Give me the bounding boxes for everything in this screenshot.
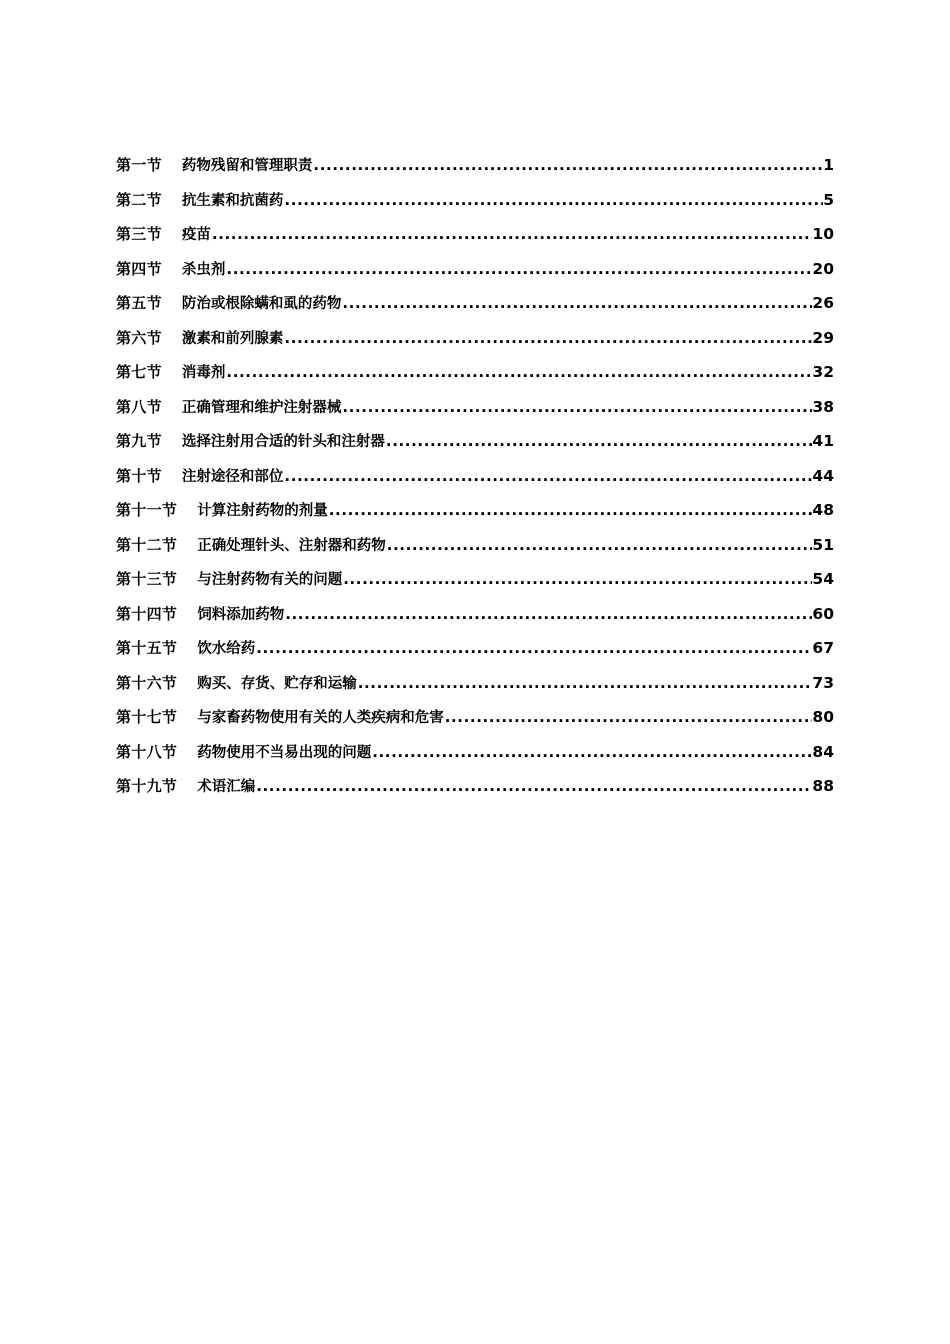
toc-section-title: 饮水给药 <box>197 641 256 657</box>
toc-page-number: 5 <box>823 190 834 209</box>
toc-section-title: 疫苗 <box>181 227 211 243</box>
toc-section-number: 第二节 <box>116 190 162 209</box>
toc-entry[interactable] <box>116 568 834 603</box>
toc-page-number: 32 <box>812 363 834 381</box>
toc-dot-leader <box>283 467 812 485</box>
toc-section-number: 第十一节 <box>116 501 178 519</box>
toc-page-number: 44 <box>812 466 834 485</box>
toc-entry[interactable] <box>116 292 834 327</box>
toc-section-number: 第十九节 <box>116 777 178 795</box>
toc-dot-leader <box>342 570 812 588</box>
toc-dot-leader <box>284 605 812 623</box>
toc-entry[interactable] <box>116 706 834 741</box>
toc-entry[interactable] <box>116 637 834 672</box>
toc-dot-leader <box>385 432 813 450</box>
toc-section-title: 注射途径和部位 <box>181 468 284 485</box>
toc-dot-leader <box>312 156 823 174</box>
toc-entry[interactable] <box>116 465 834 500</box>
toc-page-number: 67 <box>812 639 834 657</box>
toc-entry[interactable] <box>116 775 834 810</box>
toc-section-number: 第四节 <box>116 259 162 278</box>
toc-dot-leader <box>225 260 812 278</box>
toc-page-number: 48 <box>812 501 834 519</box>
toc-section-title: 术语汇编 <box>197 779 256 795</box>
toc-section-number: 第七节 <box>116 363 162 381</box>
toc-dot-leader <box>211 225 813 243</box>
toc-section-title: 药物残留和管理职责 <box>181 158 313 174</box>
toc-dot-leader <box>255 777 812 795</box>
toc-section-title: 选择注射用合适的针头和注射器 <box>181 434 385 450</box>
toc-entry[interactable] <box>116 430 834 465</box>
toc-entry[interactable] <box>116 258 834 293</box>
toc-section-number: 第十四节 <box>116 604 178 623</box>
toc-dot-leader <box>283 191 823 209</box>
toc-entry[interactable] <box>116 672 834 707</box>
toc-dot-leader <box>225 363 812 381</box>
toc-dot-leader <box>371 743 812 761</box>
toc-section-title: 消毒剂 <box>181 365 226 381</box>
toc-section-number: 第十八节 <box>116 742 178 761</box>
toc-section-number: 第一节 <box>116 156 162 174</box>
toc-section-title: 与注射药物有关的问题 <box>197 572 343 588</box>
toc-entry[interactable] <box>116 741 834 776</box>
toc-dot-leader <box>357 674 813 692</box>
toc-entry[interactable] <box>116 189 834 224</box>
toc-page-number: 80 <box>812 708 834 726</box>
toc-section-title: 药物使用不当易出现的问题 <box>197 744 372 761</box>
toc-page-number: 38 <box>812 397 834 416</box>
toc-section-title: 计算注射药物的剂量 <box>197 503 328 519</box>
toc-entry[interactable] <box>116 499 834 534</box>
toc-section-number: 第八节 <box>116 397 162 416</box>
toc-entry[interactable] <box>116 327 834 362</box>
toc-section-number: 第十三节 <box>116 570 178 588</box>
toc-page-number: 51 <box>812 535 834 554</box>
toc-section-title: 正确处理针头、注射器和药物 <box>197 537 386 554</box>
toc-section-number: 第三节 <box>116 225 162 243</box>
toc-entry[interactable] <box>116 154 834 189</box>
toc-section-number: 第十六节 <box>116 673 178 692</box>
toc-section-number: 第十五节 <box>116 639 178 657</box>
toc-page-number: 41 <box>812 432 834 450</box>
toc-section-number: 第十二节 <box>116 535 178 554</box>
toc-section-number: 第十七节 <box>116 708 178 726</box>
toc-page-number: 88 <box>812 777 834 795</box>
toc-dot-leader <box>328 501 813 519</box>
toc-section-title: 杀虫剂 <box>181 261 226 278</box>
toc-section-title: 激素和前列腺素 <box>181 330 284 347</box>
toc-page-number: 1 <box>823 156 834 174</box>
toc-section-title: 防治或根除螨和虱的药物 <box>181 296 342 312</box>
toc-entry[interactable] <box>116 361 834 396</box>
toc-page-number: 60 <box>812 604 834 623</box>
toc-entry[interactable] <box>116 534 834 569</box>
toc-section-title: 与家畜药物使用有关的人类疾病和危害 <box>197 710 444 726</box>
toc-section-number: 第五节 <box>116 294 162 312</box>
toc-section-number: 第十节 <box>116 466 162 485</box>
toc-page-number: 10 <box>812 225 834 243</box>
toc-dot-leader <box>283 329 812 347</box>
toc-page-number: 84 <box>812 742 834 761</box>
toc-page-number: 26 <box>812 294 834 312</box>
toc-section-title: 饲料添加药物 <box>197 606 285 623</box>
table-of-contents <box>116 154 834 810</box>
toc-section-number: 第六节 <box>116 328 162 347</box>
toc-dot-leader <box>255 639 812 657</box>
toc-section-title: 正确管理和维护注射器械 <box>181 399 342 416</box>
toc-section-number: 第九节 <box>116 432 162 450</box>
toc-page-number: 73 <box>812 673 834 692</box>
toc-page-number: 20 <box>812 259 834 278</box>
toc-entry[interactable] <box>116 603 834 638</box>
toc-section-title: 抗生素和抗菌药 <box>181 192 284 209</box>
toc-entry[interactable] <box>116 396 834 431</box>
toc-dot-leader <box>341 294 812 312</box>
toc-page-number: 54 <box>812 570 834 588</box>
toc-entry[interactable] <box>116 223 834 258</box>
toc-dot-leader <box>444 708 813 726</box>
toc-section-title: 购买、存货、贮存和运输 <box>197 675 357 692</box>
toc-page-number: 29 <box>812 328 834 347</box>
toc-dot-leader <box>386 536 813 554</box>
toc-dot-leader <box>341 398 812 416</box>
